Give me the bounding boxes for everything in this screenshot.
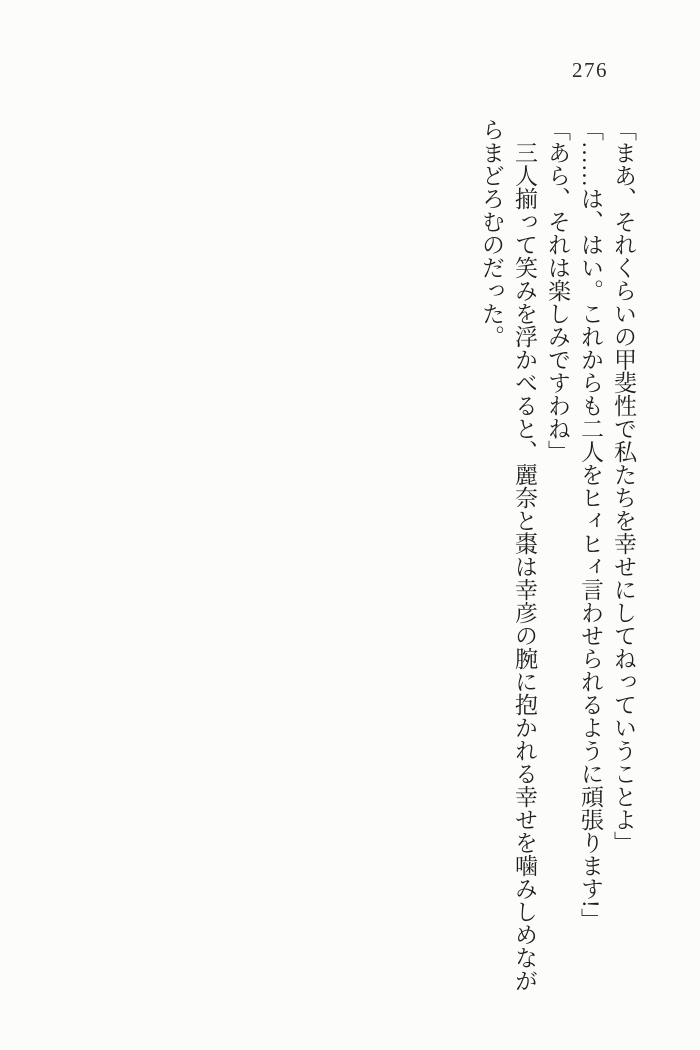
- dialogue-line-3: 「あら、それは楽しみですわね」: [545, 118, 570, 463]
- narration-paragraph: 三人揃って笑みを浮かべると、麗奈と棗は幸彦の腕に抱かれる幸せを噛みしめながらまどろむのだった。: [479, 118, 537, 992]
- page-number: 276: [572, 58, 608, 82]
- dialogue-line-2: 「……は、はい。これからも二人をヒィヒィ言わせられるように頑張ります!」: [578, 118, 603, 931]
- dialogue-line-1: 「まあ、それくらいの甲斐性で私たちを幸せにしてねっていうことよ」: [611, 118, 636, 854]
- text-block: [475, 118, 640, 998]
